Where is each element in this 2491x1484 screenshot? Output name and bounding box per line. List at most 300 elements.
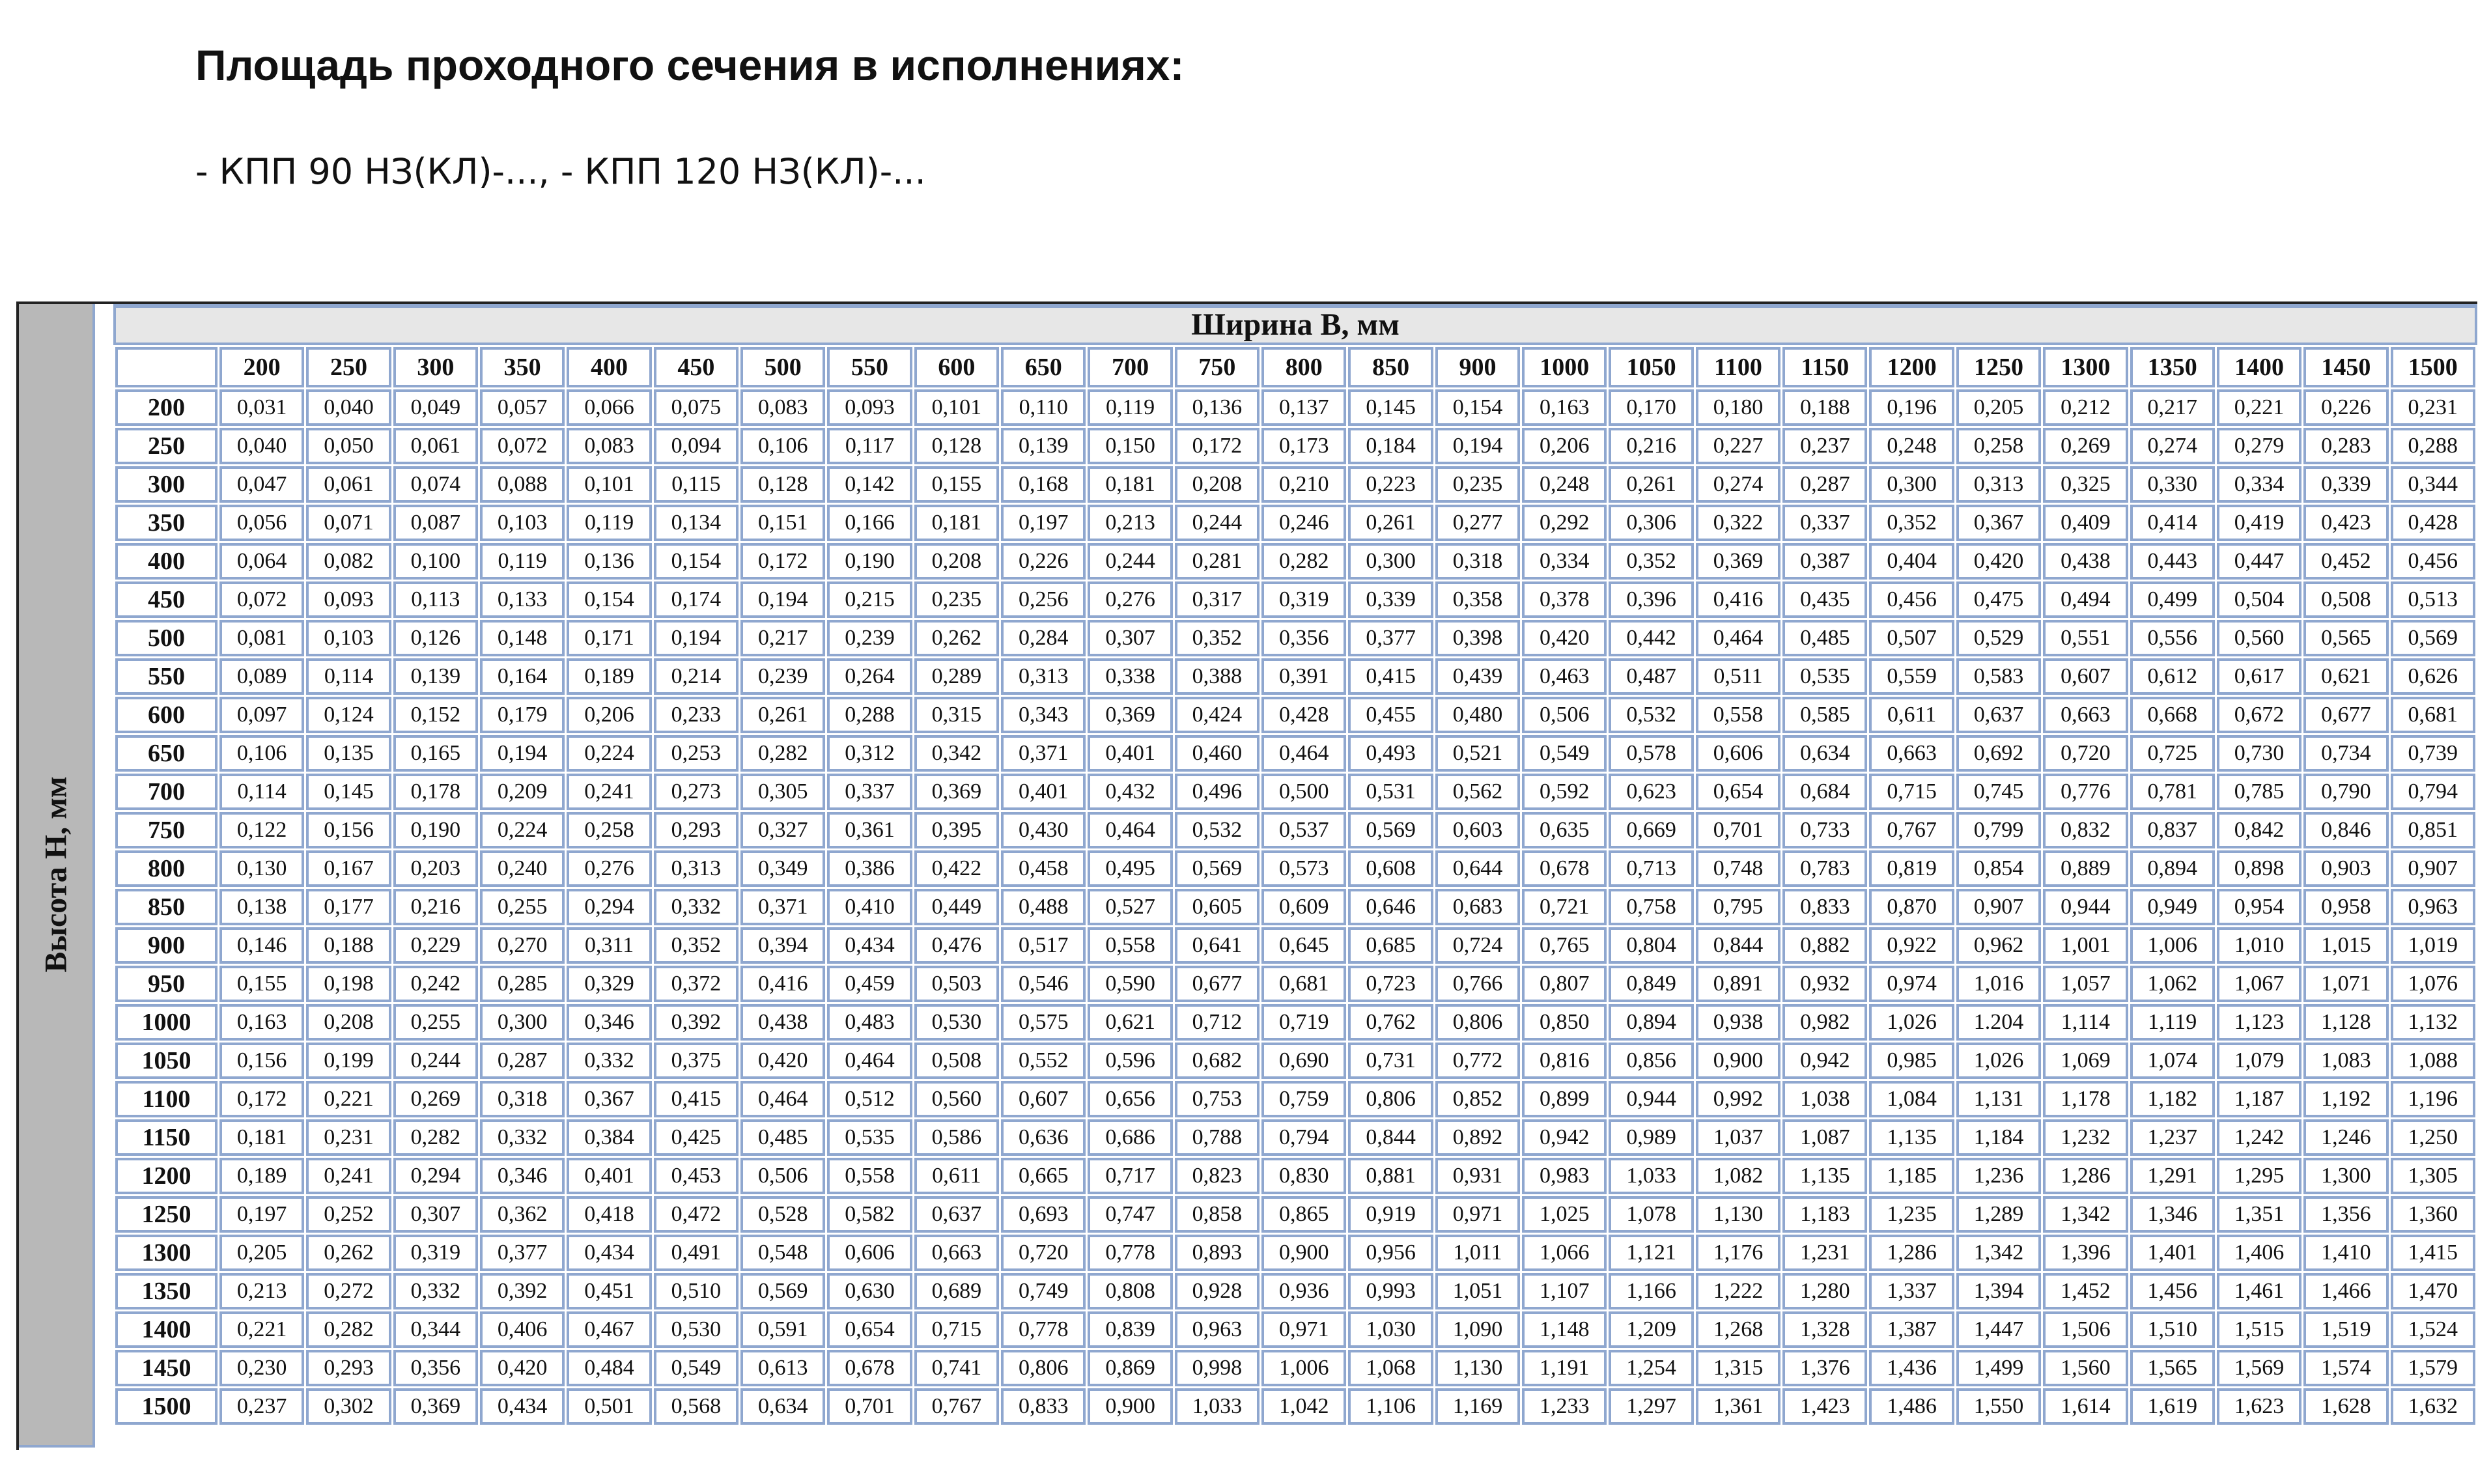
table-cell: 0,387 [1782,543,1867,580]
table-cell: 0,181 [1088,466,1172,503]
table-cell: 0,510 [654,1273,739,1309]
table-cell: 0,485 [1782,620,1867,656]
table-cell: 0,634 [1782,735,1867,772]
table-cell: 0,072 [219,581,304,618]
table-cell: 1,074 [2130,1043,2215,1079]
table-cell: 0,339 [2303,466,2388,503]
table-cell: 0,506 [1522,697,1607,733]
table-cell: 0,532 [1609,697,1693,733]
table-cell: 0,155 [914,466,999,503]
table-cell: 1,268 [1696,1311,1780,1348]
table-row [115,505,2475,541]
table-cell: 0,575 [1001,1004,1086,1041]
table-cell: 0,898 [2217,850,2301,887]
table-cell: 0,507 [1869,620,1954,656]
row-header-height: 1150 [115,1119,218,1156]
table-cell: 1,574 [2303,1350,2388,1386]
table-cell: 0,591 [740,1311,825,1348]
table-cell: 0,394 [740,927,825,964]
table-cell: 0,307 [1088,620,1172,656]
table-cell: 0,414 [2130,505,2215,541]
table-cell: 0,442 [1609,620,1693,656]
table-cell: 0,690 [1261,1043,1346,1079]
table-cell: 0,142 [827,466,912,503]
table-cell: 0,778 [1001,1311,1086,1348]
table-cell: 0,894 [1609,1004,1693,1041]
table-cell: 0,833 [1001,1388,1086,1425]
table-cell: 0,919 [1348,1196,1433,1233]
table-cell: 0,083 [740,389,825,426]
table-cell: 1,623 [2217,1388,2301,1425]
table-cell: 0,332 [480,1119,565,1156]
table-cell: 1,560 [2043,1350,2128,1386]
table-cell: 0,119 [1088,389,1172,426]
table-cell: 0,040 [219,428,304,464]
table-cell: 1,515 [2217,1311,2301,1348]
table-cell: 1,183 [1782,1196,1867,1233]
table-cell: 0,300 [1869,466,1954,503]
table-cell: 0,248 [1522,466,1607,503]
table-cell: 1,067 [2217,966,2301,1002]
table-cell: 0,669 [1609,812,1693,848]
table-cell: 0,319 [393,1235,478,1271]
table-cell: 0,071 [306,505,391,541]
table-cell: 0,488 [1001,889,1086,925]
column-header-width: 800 [1261,347,1346,387]
table-cell: 0,552 [1001,1043,1086,1079]
table-cell: 0,138 [219,889,304,925]
table-cell: 0,734 [2303,735,2388,772]
table-cell: 0,423 [2303,505,2388,541]
table-cell: 0,475 [1956,581,2041,618]
table-cell: 0,406 [480,1311,565,1348]
table-cell: 0,720 [2043,735,2128,772]
table-cell: 0,089 [219,658,304,695]
table-cell: 0,458 [1001,850,1086,887]
table-cell: 1,360 [2391,1196,2475,1233]
table-cell: 0,305 [740,774,825,810]
table-cell: 1,236 [1956,1158,2041,1194]
table-cell: 0,115 [654,466,739,503]
table-cell: 0,213 [1088,505,1172,541]
table-cell: 1,057 [2043,966,2128,1002]
table-cell: 1,486 [1869,1388,1954,1425]
row-header-height: 1250 [115,1196,218,1233]
table-cell: 0,369 [393,1388,478,1425]
table-cell: 1,169 [1435,1388,1520,1425]
table-cell: 0,227 [1696,428,1780,464]
table-cell: 1,237 [2130,1119,2215,1156]
table-cell: 0,689 [914,1273,999,1309]
table-cell: 0,794 [2391,774,2475,810]
table-cell: 0,276 [567,850,651,887]
table-cell: 1,401 [2130,1235,2215,1271]
table-cell: 0,284 [1001,620,1086,656]
table-cell: 0,300 [1348,543,1433,580]
row-header-height: 250 [115,428,218,464]
table-cell: 1,396 [2043,1235,2128,1271]
table-cell: 1,079 [2217,1043,2301,1079]
table-cell: 0,179 [480,697,565,733]
table-cell: 1,192 [2303,1081,2388,1117]
table-cell: 0,101 [914,389,999,426]
row-header-height: 700 [115,774,218,810]
table-cell: 0,852 [1435,1081,1520,1117]
table-cell: 0,971 [1261,1311,1346,1348]
table-cell: 0,551 [2043,620,2128,656]
row-header-height: 1000 [115,1004,218,1041]
table-cell: 1,130 [1435,1350,1520,1386]
table-cell: 0,636 [1001,1119,1086,1156]
table-cell: 0,272 [306,1273,391,1309]
table-cell: 0,253 [654,735,739,772]
table-cell: 0,057 [480,389,565,426]
page-title: Площадь проходного сечения в исполнениях: [195,41,1185,89]
table-cell: 0,292 [1522,505,1607,541]
table-cell: 1,038 [1782,1081,1867,1117]
table-row [115,1196,2475,1233]
table-cell: 1,191 [1522,1350,1607,1386]
table-row [115,1350,2475,1386]
table-cell: 1,356 [2303,1196,2388,1233]
table-cell: 0,311 [567,927,651,964]
table-cell: 0,851 [2391,812,2475,848]
table-cell: 0,198 [306,966,391,1002]
table-cell: 0,369 [1696,543,1780,580]
row-header-height: 1500 [115,1388,218,1425]
table-cell: 0,221 [2217,389,2301,426]
table-cell: 0,568 [654,1388,739,1425]
table-cell: 0,154 [1435,389,1520,426]
table-cell: 1,286 [2043,1158,2128,1194]
table-cell: 0,856 [1609,1043,1693,1079]
table-cell: 1,069 [2043,1043,2128,1079]
table-cell: 0,106 [740,428,825,464]
table-cell: 0,434 [827,927,912,964]
table-cell: 0,205 [1956,389,2041,426]
table-cell: 0,692 [1956,735,2041,772]
table-cell: 0,122 [219,812,304,848]
table-cell: 0,346 [480,1158,565,1194]
table-row [115,620,2475,656]
table-cell: 0,235 [914,581,999,618]
table-cell: 1,506 [2043,1311,2128,1348]
table-cell: 0,258 [1956,428,2041,464]
table-row [115,1235,2475,1271]
table-cell: 0,139 [393,658,478,695]
table-cell: 0,529 [1956,620,2041,656]
table-cell: 0,854 [1956,850,2041,887]
table-cell: 0,319 [1261,581,1346,618]
table-cell: 1,550 [1956,1388,2041,1425]
table-cell: 0,356 [1261,620,1346,656]
row-header-height: 350 [115,505,218,541]
table-cell: 0,287 [1782,466,1867,503]
table-cell: 0,569 [1348,812,1433,848]
table-cell: 0,205 [219,1235,304,1271]
table-cell: 0,188 [1782,389,1867,426]
table-cell: 0,322 [1696,505,1780,541]
table-cell: 0,617 [2217,658,2301,695]
table-cell: 1,006 [1261,1350,1346,1386]
table-cell: 0,681 [2391,697,2475,733]
table-cell: 0,239 [740,658,825,695]
table-cell: 1,297 [1609,1388,1693,1425]
table-cell: 0,844 [1348,1119,1433,1156]
row-header-height: 450 [115,581,218,618]
table-cell: 1,315 [1696,1350,1780,1386]
table-cell: 0,677 [2303,697,2388,733]
table-cell: 0,166 [827,505,912,541]
table-cell: 0,230 [219,1350,304,1386]
table-cell: 0,725 [2130,735,2215,772]
table-cell: 0,208 [306,1004,391,1041]
table-cell: 0,537 [1261,812,1346,848]
table-cell: 0,049 [393,389,478,426]
table-cell: 0,124 [306,697,391,733]
column-header-width: 850 [1348,347,1433,387]
table-cell: 0,237 [1782,428,1867,464]
table-cell: 0,501 [567,1388,651,1425]
table-cell: 0,377 [1348,620,1433,656]
table-cell: 0,893 [1175,1235,1260,1271]
table-cell: 0,420 [740,1043,825,1079]
table-cell: 0,332 [393,1273,478,1309]
table-cell: 1,342 [2043,1196,2128,1233]
table-cell: 1,346 [2130,1196,2215,1233]
table-cell: 1,376 [1782,1350,1867,1386]
table-cell: 0,419 [2217,505,2301,541]
table-cell: 0,258 [567,812,651,848]
table-cell: 0,338 [1088,658,1172,695]
table-cell: 0,982 [1782,1004,1867,1041]
table-cell: 0,293 [306,1350,391,1386]
table-cell: 0,395 [914,812,999,848]
table-cell: 0,371 [1001,735,1086,772]
table-row [115,774,2475,810]
table-cell: 0,215 [827,581,912,618]
table-cell: 0,456 [2391,543,2475,580]
table-cell: 0,460 [1175,735,1260,772]
area-table-container [16,301,2477,1450]
column-header-width: 450 [654,347,739,387]
table-cell: 1,123 [2217,1004,2301,1041]
table-cell: 0,197 [1001,505,1086,541]
table-cell: 0,279 [2217,428,2301,464]
table-cell: 0,546 [1001,966,1086,1002]
table-cell: 0,177 [306,889,391,925]
table-cell: 0,154 [567,581,651,618]
table-cell: 0,190 [393,812,478,848]
table-cell: 0,701 [827,1388,912,1425]
table-cell: 1,519 [2303,1311,2388,1348]
table-cell: 0,119 [567,505,651,541]
page-subtitle: - КПП 90 НЗ(КЛ)-..., - КПП 120 НЗ(КЛ)-... [195,151,926,192]
table-cell: 0,262 [306,1235,391,1271]
table-cell: 0,962 [1956,927,2041,964]
table-cell: 0,398 [1435,620,1520,656]
table-cell: 0,093 [827,389,912,426]
table-cell: 1,233 [1522,1388,1607,1425]
table-cell: 0,496 [1175,774,1260,810]
row-header-height: 1450 [115,1350,218,1386]
table-cell: 1,016 [1956,966,2041,1002]
table-cell: 0,210 [1261,466,1346,503]
table-cell: 0,415 [654,1081,739,1117]
table-cell: 0,806 [1348,1081,1433,1117]
table-cell: 0,425 [654,1119,739,1156]
table-cell: 0,061 [306,466,391,503]
table-cell: 0,464 [827,1043,912,1079]
table-cell: 0,556 [2130,620,2215,656]
table-cell: 0,288 [827,697,912,733]
table-cell: 1,452 [2043,1273,2128,1309]
table-cell: 0,151 [740,505,825,541]
table-cell: 0,765 [1522,927,1607,964]
table-cell: 0,528 [740,1196,825,1233]
table-cell: 0,748 [1696,850,1780,887]
table-cell: 0,156 [219,1043,304,1079]
table-cell: 0,261 [1609,466,1693,503]
table-cell: 0,494 [2043,581,2128,618]
table-cell: 0,213 [219,1273,304,1309]
table-cell: 0,434 [480,1388,565,1425]
table-cell: 0,678 [827,1350,912,1386]
table-cell: 0,189 [219,1158,304,1194]
table-cell: 0,255 [393,1004,478,1041]
table-cell: 0,130 [219,850,304,887]
table-cell: 0,428 [2391,505,2475,541]
table-cell: 0,900 [1696,1043,1780,1079]
table-cell: 0,224 [567,735,651,772]
table-cell: 0,369 [1088,697,1172,733]
table-cell: 0,530 [654,1311,739,1348]
column-header-width: 350 [480,347,565,387]
table-cell: 0,645 [1261,927,1346,964]
table-cell: 0,569 [2391,620,2475,656]
table-cell: 0,607 [2043,658,2128,695]
table-cell: 0,558 [1088,927,1172,964]
table-cell: 0,963 [1175,1311,1260,1348]
table-cell: 0,235 [1435,466,1520,503]
table-cell: 0,663 [1869,735,1954,772]
table-cell: 0,452 [2303,543,2388,580]
table-cell: 0,285 [480,966,565,1002]
row-header-height: 950 [115,966,218,1002]
table-cell: 0,241 [567,774,651,810]
table-cell: 0,611 [914,1158,999,1194]
table-cell: 0,907 [1956,889,2041,925]
table-cell: 0,145 [1348,389,1433,426]
column-header-width: 600 [914,347,999,387]
table-cell: 1,006 [2130,927,2215,964]
table-cell: 0,252 [306,1196,391,1233]
table-cell: 1,351 [2217,1196,2301,1233]
table-cell: 0,386 [827,850,912,887]
table-cell: 0,846 [2303,812,2388,848]
table-cell: 0,513 [2391,581,2475,618]
table-cell: 0,741 [914,1350,999,1386]
table-cell: 0,327 [740,812,825,848]
table-cell: 0,713 [1609,850,1693,887]
table-row [115,812,2475,848]
table-cell: 0,646 [1348,889,1433,925]
table-cell: 0,126 [393,620,478,656]
table-cell: 0,559 [1869,658,1954,695]
table-cell: 0,074 [393,466,478,503]
table-cell: 0,434 [567,1235,651,1271]
table-cell: 0,362 [480,1196,565,1233]
table-cell: 0,097 [219,697,304,733]
table-cell: 0,181 [219,1119,304,1156]
table-cell: 0,889 [2043,850,2128,887]
table-cell: 0,983 [1522,1158,1607,1194]
table-cell: 1,030 [1348,1311,1433,1348]
table-cell: 0,621 [2303,658,2388,695]
column-header-width: 550 [827,347,912,387]
table-cell: 0,401 [1001,774,1086,810]
table-cell: 0,747 [1088,1196,1172,1233]
table-cell: 0,372 [654,966,739,1002]
row-axis-label: Высота Н, мм [38,776,73,973]
table-cell: 0,410 [827,889,912,925]
table-cell: 0,197 [219,1196,304,1233]
table-cell: 0,607 [1001,1081,1086,1117]
table-cell: 0,971 [1435,1196,1520,1233]
table-cell: 0,613 [740,1350,825,1386]
table-cell: 0,833 [1782,889,1867,925]
table-cell: 0,154 [654,543,739,580]
table-cell: 0,244 [1175,505,1260,541]
table-cell: 0,352 [1609,543,1693,580]
table-cell: 0,313 [1001,658,1086,695]
table-cell: 0,928 [1175,1273,1260,1309]
column-header-width: 1450 [2303,347,2388,387]
table-cell: 0,208 [1175,466,1260,503]
table-cell: 0,942 [1522,1119,1607,1156]
table-cell: 0,558 [827,1158,912,1194]
table-cell: 0,693 [1001,1196,1086,1233]
row-header-height: 600 [115,697,218,733]
table-cell: 0,199 [306,1043,391,1079]
table-cell: 0,630 [827,1273,912,1309]
table-cell: 0,409 [2043,505,2128,541]
table-cell: 0,832 [2043,812,2128,848]
table-cell: 0,882 [1782,927,1867,964]
table-cell: 0,283 [2303,428,2388,464]
table-cell: 0,088 [480,466,565,503]
table-cell: 0,858 [1175,1196,1260,1233]
table-cell: 1,466 [2303,1273,2388,1309]
table-cell: 0,136 [567,543,651,580]
table-cell: 0,573 [1261,850,1346,887]
table-cell: 0,903 [2303,850,2388,887]
table-cell: 0,168 [1001,466,1086,503]
table-cell: 0,269 [393,1081,478,1117]
table-cell: 1,295 [2217,1158,2301,1194]
table-cell: 0,430 [1001,812,1086,848]
column-header-width: 1300 [2043,347,2128,387]
table-cell: 1,088 [2391,1043,2475,1079]
table-cell: 1,131 [1956,1081,2041,1117]
table-cell: 1,128 [2303,1004,2388,1041]
table-cell: 1,106 [1348,1388,1433,1425]
table-cell: 0,061 [393,428,478,464]
table-cell: 0,391 [1261,658,1346,695]
table-cell: 1,254 [1609,1350,1693,1386]
table-cell: 1,026 [1956,1043,2041,1079]
table-cell: 1,423 [1782,1388,1867,1425]
